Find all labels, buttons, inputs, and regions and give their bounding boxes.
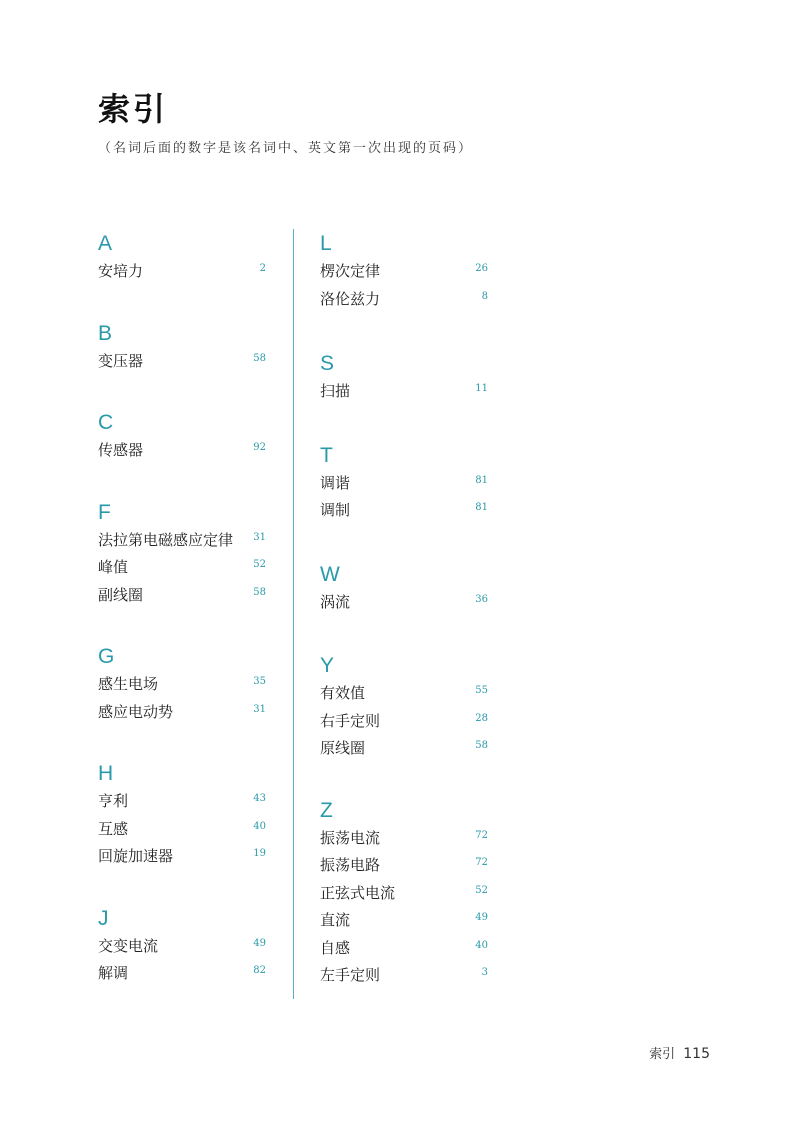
index-term: 右手定则 bbox=[320, 711, 381, 730]
index-term: 振荡电流 bbox=[320, 828, 381, 847]
index-term: 感应电动势 bbox=[98, 702, 174, 721]
index-group-c bbox=[98, 408, 266, 465]
index-page-number: 49 bbox=[253, 937, 266, 949]
index-page-number: 43 bbox=[253, 793, 266, 804]
index-letter: J bbox=[98, 906, 109, 930]
index-page-number: 11 bbox=[475, 383, 488, 394]
page-footer bbox=[649, 1043, 710, 1062]
index-page-number: 19 bbox=[253, 848, 266, 859]
index-entry bbox=[98, 527, 266, 555]
index-term: 调谐 bbox=[320, 473, 351, 492]
index-letter: B bbox=[98, 321, 113, 345]
index-page-number: 36 bbox=[475, 593, 488, 605]
index-group-b bbox=[98, 319, 266, 376]
page-title: 索引 bbox=[98, 90, 169, 128]
index-letter: Z bbox=[320, 798, 333, 822]
index-entry bbox=[320, 825, 488, 853]
index-page-number: 35 bbox=[253, 676, 266, 687]
index-group-t bbox=[320, 441, 488, 525]
index-page-number: 82 bbox=[253, 965, 266, 976]
page-subtitle: （名词后面的数字是该名词中、英文第一次出现的页码） bbox=[98, 141, 474, 156]
index-page-number: 58 bbox=[253, 586, 266, 598]
index-entry bbox=[98, 554, 266, 582]
index-entry bbox=[98, 788, 266, 816]
index-entry bbox=[320, 935, 488, 963]
index-entry bbox=[98, 933, 266, 961]
index-entry bbox=[320, 497, 488, 525]
index-group-y bbox=[320, 651, 488, 763]
index-letter: L bbox=[320, 232, 332, 255]
index-term: 涡流 bbox=[320, 592, 351, 611]
index-page-number: 8 bbox=[481, 290, 488, 302]
index-page-number: 81 bbox=[475, 474, 488, 486]
index-page-number: 92 bbox=[253, 442, 266, 453]
index-page-number: 52 bbox=[475, 884, 488, 896]
index-entry bbox=[98, 699, 266, 727]
index-term: 传感器 bbox=[98, 441, 144, 459]
index-page-number: 28 bbox=[475, 712, 488, 724]
index-term: 副线圈 bbox=[98, 585, 144, 604]
index-page-number: 40 bbox=[253, 820, 266, 832]
index-term: 楞次定律 bbox=[320, 262, 381, 280]
column-divider bbox=[293, 229, 294, 999]
index-page-number: 55 bbox=[475, 685, 488, 696]
index-entry bbox=[320, 880, 488, 908]
index-letter: G bbox=[98, 645, 115, 668]
index-group-g bbox=[98, 642, 266, 726]
index-term: 调制 bbox=[320, 501, 351, 519]
index-letter: F bbox=[98, 500, 111, 524]
index-page-number: 58 bbox=[475, 740, 488, 751]
index-term: 峰值 bbox=[98, 558, 129, 576]
index-group-j bbox=[98, 904, 266, 988]
index-group-l bbox=[320, 229, 488, 313]
index-letter: S bbox=[320, 352, 335, 375]
index-letter: T bbox=[320, 443, 333, 467]
index-term: 回旋加速器 bbox=[98, 847, 174, 865]
index-page-number: 3 bbox=[481, 967, 488, 978]
index-letter: Y bbox=[320, 654, 335, 677]
index-term: 法拉第电磁感应定律 bbox=[98, 530, 234, 549]
index-entry bbox=[320, 589, 488, 617]
index-entry bbox=[98, 437, 266, 465]
index-entry bbox=[320, 735, 488, 763]
index-page-number: 49 bbox=[475, 912, 488, 923]
index-term: 交变电流 bbox=[98, 936, 159, 955]
index-term: 亨利 bbox=[98, 792, 129, 810]
index-group-f bbox=[98, 498, 266, 610]
index-term: 洛伦兹力 bbox=[320, 289, 381, 308]
index-term: 解调 bbox=[98, 964, 129, 982]
index-term: 安培力 bbox=[98, 262, 144, 280]
index-letter: W bbox=[320, 562, 340, 586]
index-page-number: 26 bbox=[475, 263, 488, 274]
index-entry bbox=[320, 258, 488, 286]
index-page-number: 31 bbox=[253, 531, 266, 543]
index-group-a bbox=[98, 229, 266, 286]
index-column-right bbox=[320, 229, 488, 990]
index-entry bbox=[98, 816, 266, 844]
index-page-number: 2 bbox=[259, 263, 266, 274]
index-entry bbox=[320, 708, 488, 736]
index-entry bbox=[320, 378, 488, 406]
index-term: 扫描 bbox=[320, 382, 351, 400]
index-entry bbox=[320, 962, 488, 990]
index-term: 有效值 bbox=[320, 684, 366, 702]
index-term: 感生电场 bbox=[98, 675, 159, 693]
index-page-number: 81 bbox=[475, 502, 488, 513]
index-term: 互感 bbox=[98, 819, 129, 838]
index-term: 变压器 bbox=[98, 351, 144, 370]
index-entry bbox=[98, 348, 266, 376]
index-letter: H bbox=[98, 762, 114, 785]
index-group-h bbox=[98, 759, 266, 871]
footer-label: 索引 bbox=[649, 1047, 676, 1062]
index-entry bbox=[320, 907, 488, 935]
index-term: 正弦式电流 bbox=[320, 883, 396, 902]
index-entry bbox=[98, 258, 266, 286]
footer-page-number: 115 bbox=[683, 1046, 710, 1062]
index-term: 直流 bbox=[320, 911, 351, 929]
index-group-w bbox=[320, 560, 488, 617]
index-entry bbox=[320, 852, 488, 880]
index-letter: C bbox=[98, 411, 114, 434]
index-entry bbox=[98, 843, 266, 871]
index-term: 振荡电路 bbox=[320, 856, 381, 874]
index-page-number: 72 bbox=[475, 829, 488, 841]
index-page-number: 31 bbox=[253, 703, 266, 715]
index-group-s bbox=[320, 349, 488, 406]
index-term: 自感 bbox=[320, 938, 351, 957]
index-entry bbox=[98, 582, 266, 610]
index-entry bbox=[320, 470, 488, 498]
index-entry bbox=[98, 960, 266, 988]
index-column-left bbox=[98, 229, 266, 988]
index-entry bbox=[320, 680, 488, 708]
index-page-number: 72 bbox=[475, 857, 488, 868]
index-page-number: 52 bbox=[253, 559, 266, 570]
index-group-z bbox=[320, 796, 488, 990]
index-term: 左手定则 bbox=[320, 966, 381, 984]
index-entry bbox=[98, 671, 266, 699]
index-page-number: 58 bbox=[253, 352, 266, 364]
index-term: 原线圈 bbox=[320, 739, 366, 757]
index-entry bbox=[320, 286, 488, 314]
index-page-number: 40 bbox=[475, 939, 488, 951]
index-letter: A bbox=[98, 232, 113, 255]
